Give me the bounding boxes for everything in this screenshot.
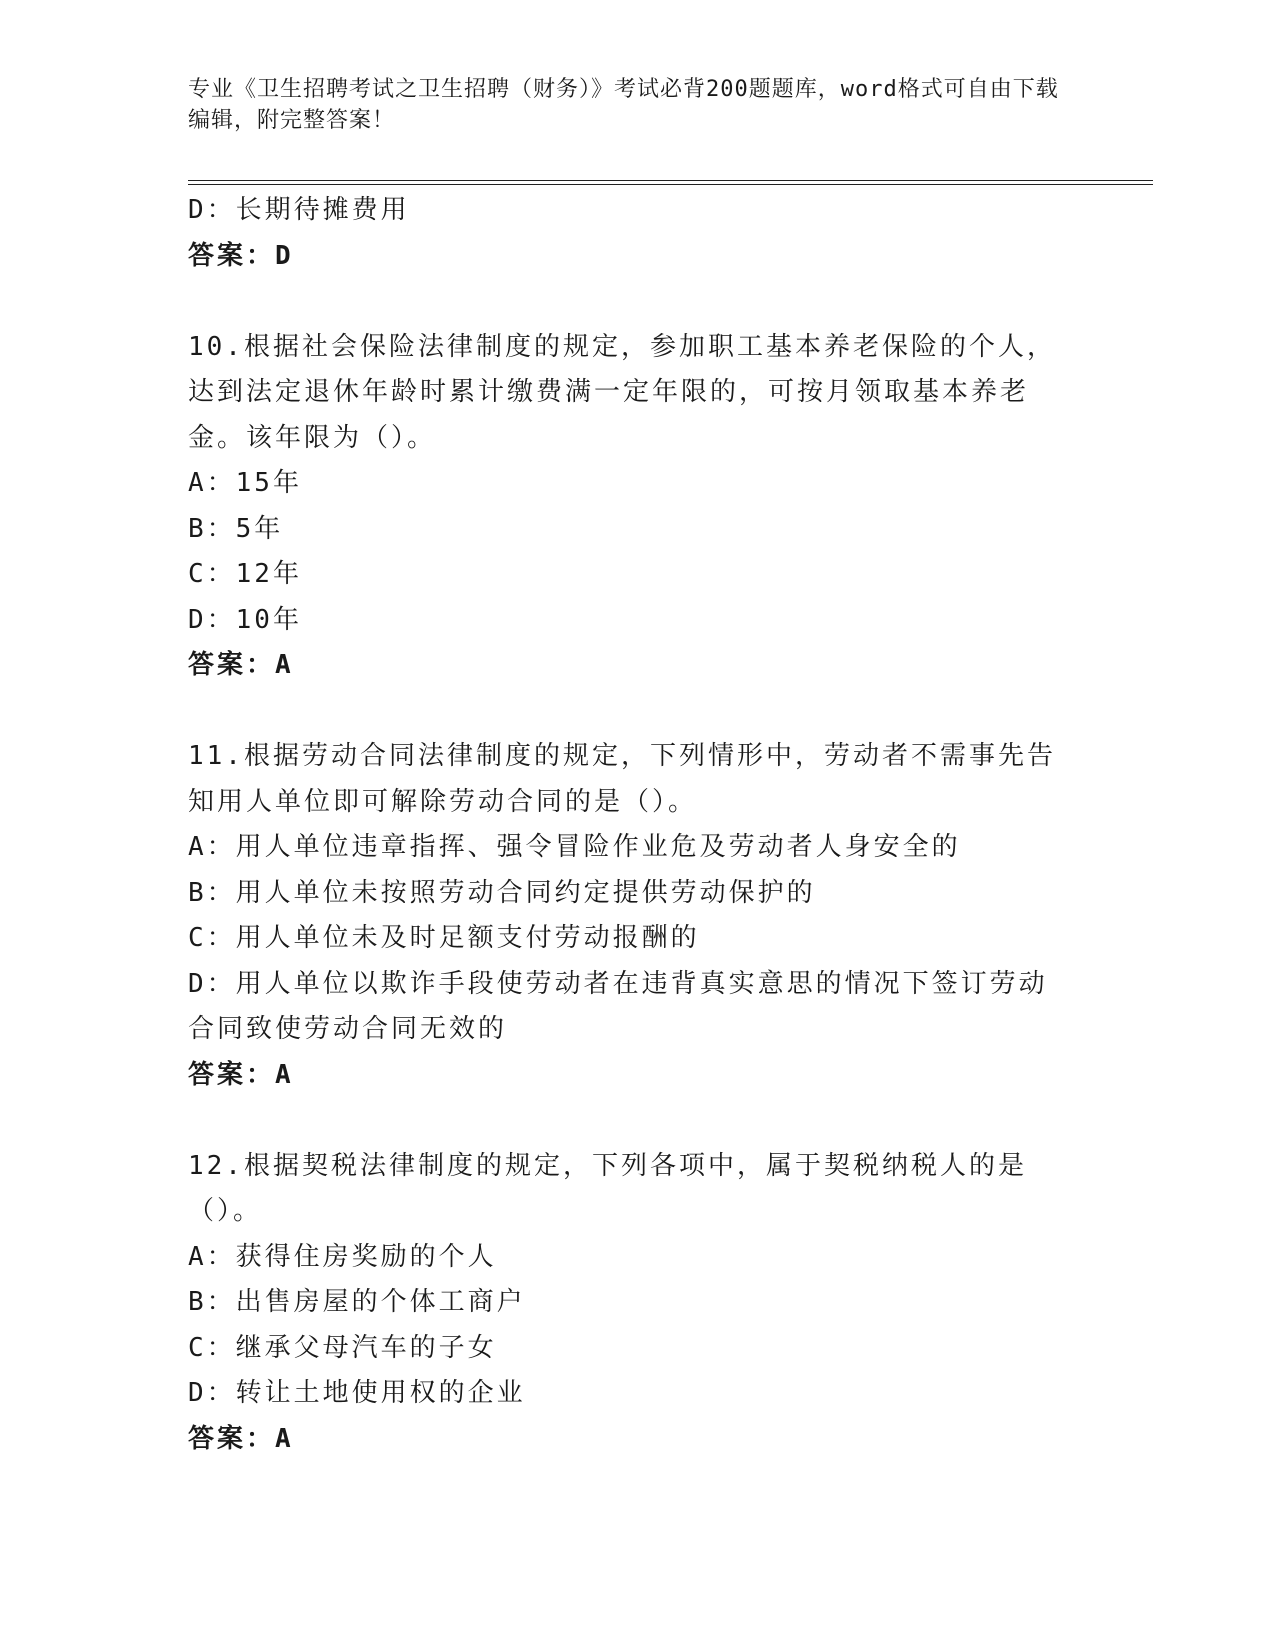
- question-11: [188, 734, 1068, 1098]
- header-rule-top: [188, 180, 1153, 181]
- option-a: A：获得住房奖励的个人: [188, 1241, 497, 1272]
- option-d: D：用人单位以欺诈手段使劳动者在违背真实意思的情况下签订劳动合同致使劳动合同无效的: [188, 968, 1048, 1044]
- option-b: B：5年: [188, 513, 284, 544]
- spacer: [188, 1098, 1068, 1144]
- spacer: [188, 279, 1068, 325]
- option-d: D：10年: [188, 604, 302, 635]
- answer: 答案：D: [188, 240, 294, 271]
- question-10: [188, 325, 1068, 689]
- question-stem: 10.根据社会保险法律制度的规定，参加职工基本养老保险的个人，达到法定退休年龄时累计缴费满一定年限的，可按月领取基本养老金。该年限为（）。: [188, 331, 1056, 453]
- option-b: B：出售房屋的个体工商户: [188, 1287, 526, 1317]
- option-b: B：用人单位未按照劳动合同约定提供劳动保护的: [188, 877, 816, 908]
- answer: 答案：A: [188, 1423, 294, 1454]
- question-12: [188, 1144, 1068, 1463]
- question-stem: 11.根据劳动合同法律制度的规定，下列情形中，劳动者不需事先告知用人单位即可解除劳动合同的是（）。: [188, 741, 1056, 817]
- option-d: D：长期待摊费用: [188, 195, 410, 225]
- option-c: C：继承父母汽车的子女: [188, 1332, 497, 1363]
- option-c: C：12年: [188, 559, 302, 589]
- spacer: [188, 689, 1068, 735]
- option-a: A：15年: [188, 468, 302, 498]
- option-c: C：用人单位未及时足额支付劳动报酬的: [188, 923, 700, 953]
- answer: 答案：A: [188, 650, 294, 680]
- question-list: [188, 188, 1068, 1462]
- option-a: A：用人单位违章指挥、强令冒险作业危及劳动者人身安全的: [188, 832, 961, 862]
- answer: 答案：A: [188, 1059, 294, 1090]
- question-stem: 12.根据契税法律制度的规定，下列各项中，属于契税纳税人的是（）。: [188, 1150, 1027, 1226]
- page-header: 专业《卫生招聘考试之卫生招聘（财务）》考试必背200题题库，word格式可自由下载编辑，附完整答案！: [188, 77, 1059, 133]
- option-d: D：转让土地使用权的企业: [188, 1378, 526, 1408]
- header-rule-bottom: [188, 184, 1153, 185]
